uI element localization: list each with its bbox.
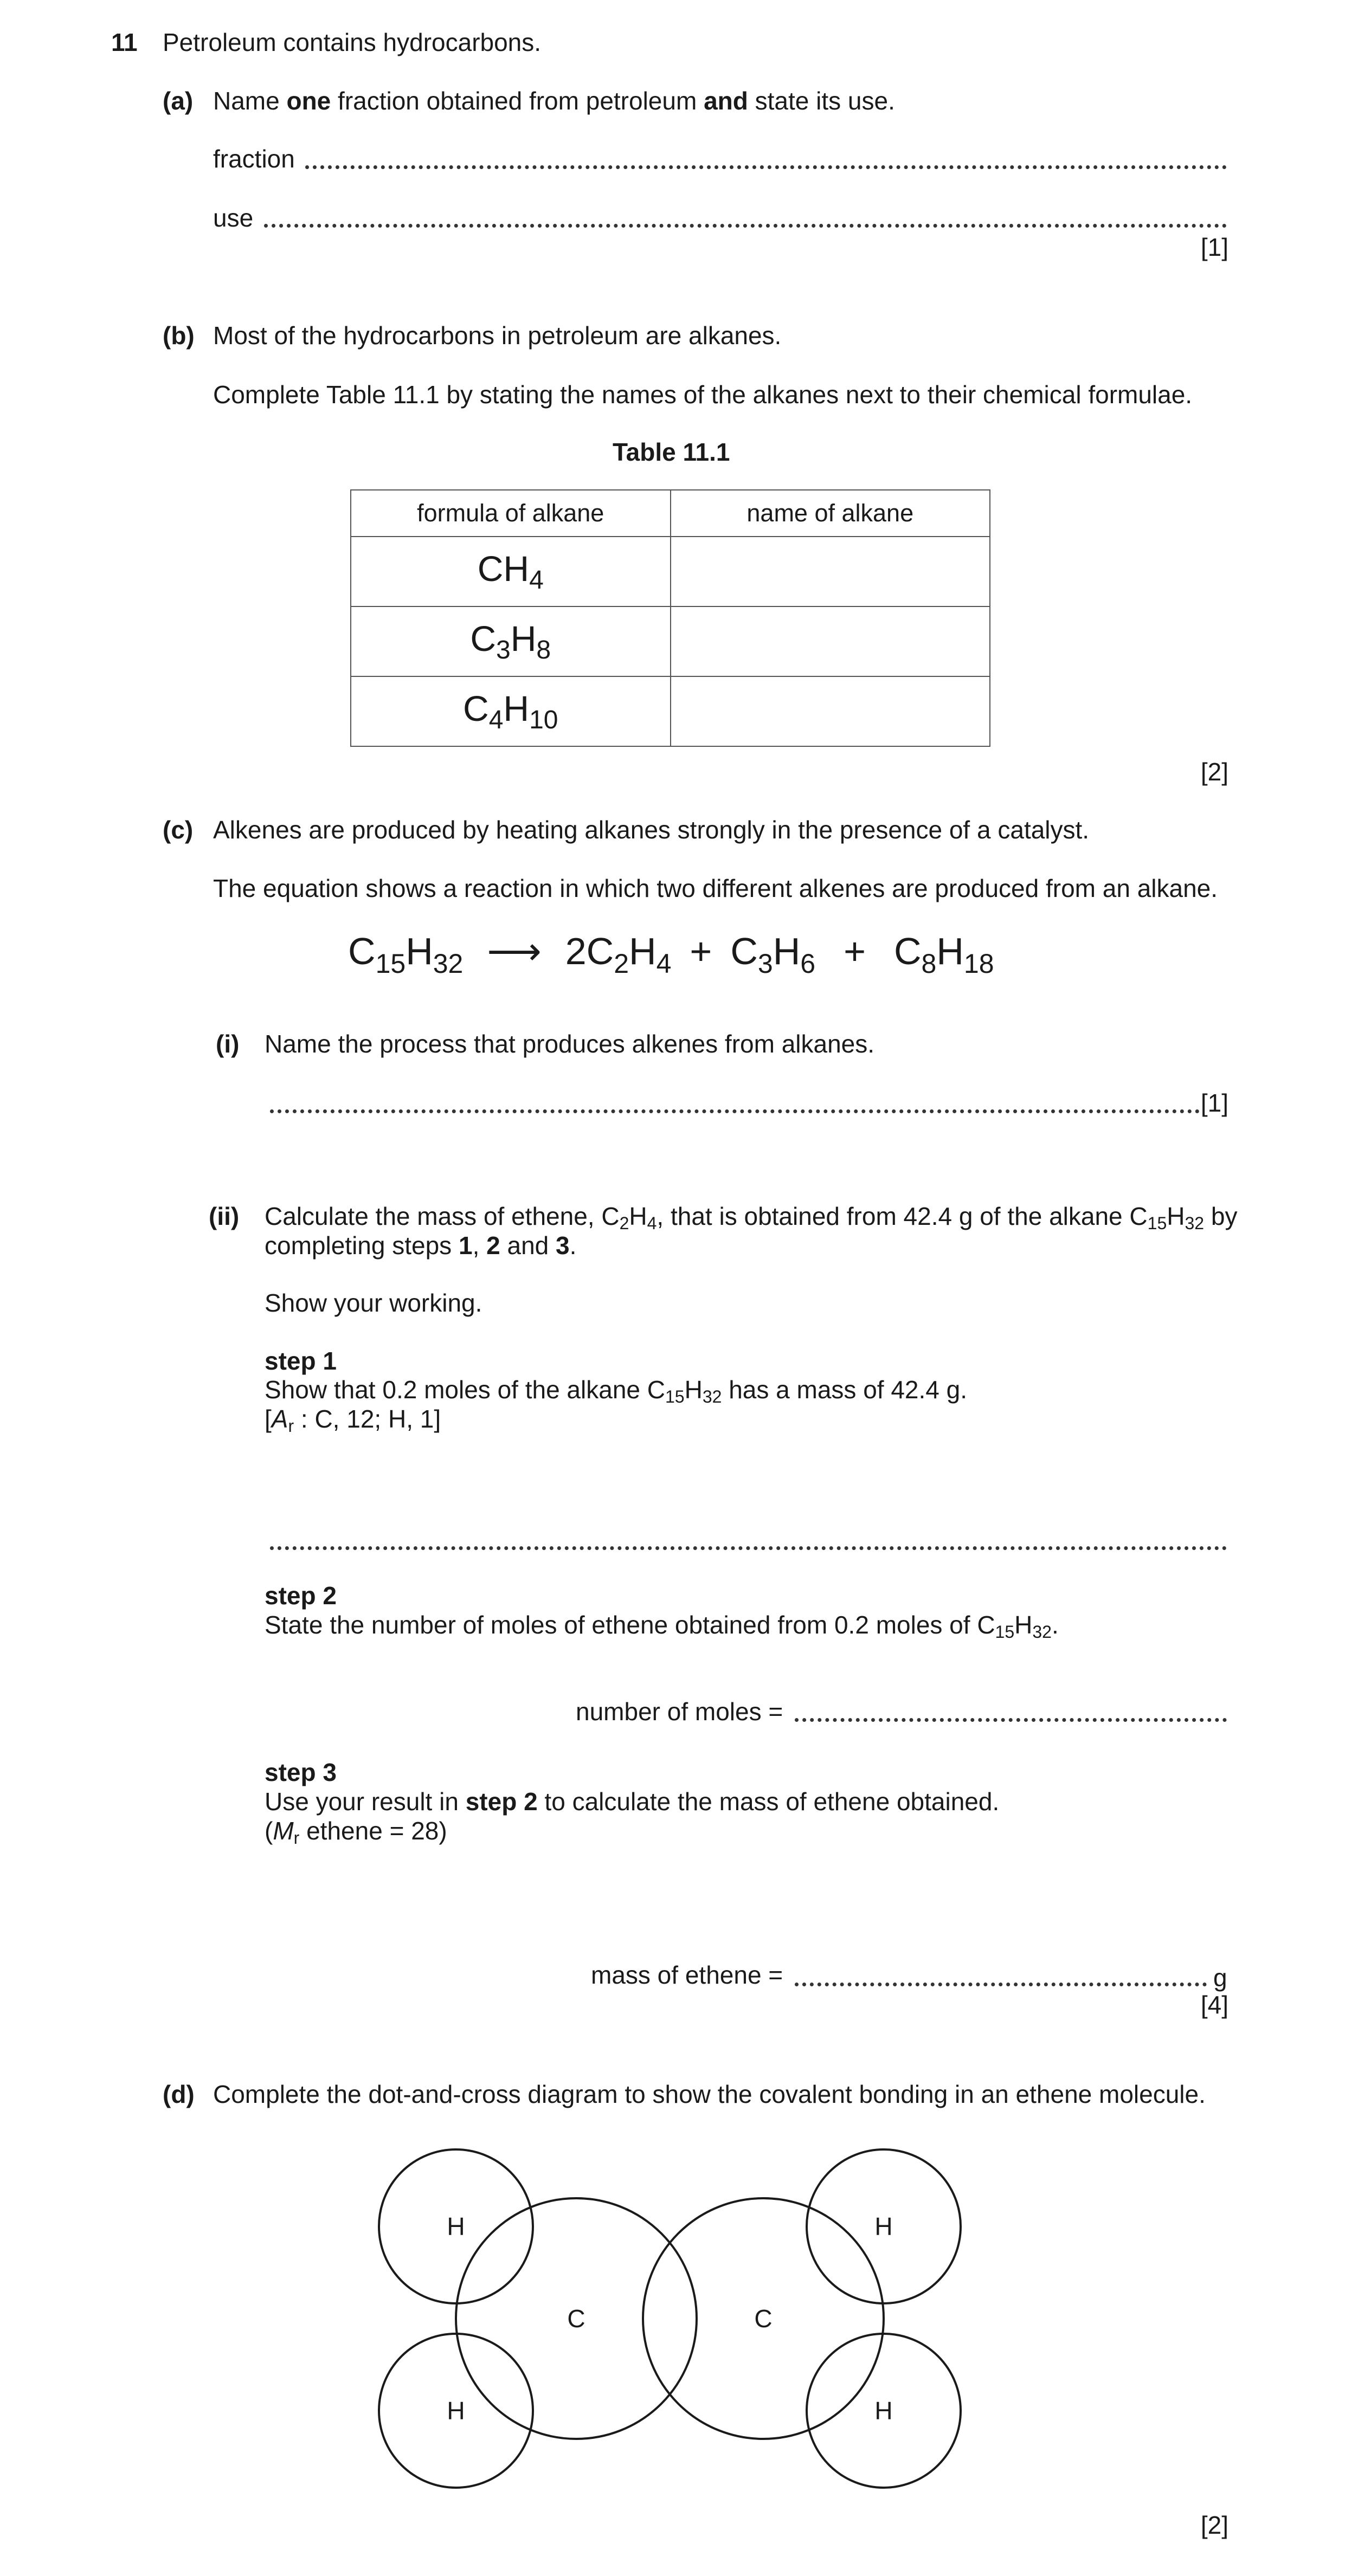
eq-product-2: $C_3H_6$	[730, 930, 816, 979]
part-d-marks: [2]	[1200, 2511, 1228, 2539]
formula-cell: $CH_4$	[351, 537, 671, 606]
step-3-line-1: Use your result in step 2 to calculate the mass of ethene obtained.	[265, 1787, 1000, 1816]
part-d-label: (d)	[163, 2080, 195, 2108]
step-1-title: step 1	[265, 1347, 337, 1375]
atom-label-c: C	[567, 2304, 585, 2333]
moles-answer-label: number of moles =	[576, 1697, 783, 1726]
mass-unit: g	[1213, 1964, 1227, 1992]
step-2-line-1: State the number of moles of ethene obtained from 0.2 moles of $C_{15}H_{32}$.	[265, 1611, 1059, 1642]
part-a-marks: [1]	[1200, 233, 1228, 261]
atom-label-h: H	[874, 2397, 893, 2425]
sub-i-prompt: Name the process that produces alkenes from alkanes.	[265, 1030, 875, 1058]
part-d-prompt: Complete the dot-and-cross diagram to show the covalent bonding in an ethene molecule.	[213, 2080, 1206, 2108]
eq-product-3: $C_8H_{18}$	[893, 930, 994, 979]
atom-label-h: H	[447, 2212, 465, 2241]
atom-label-h: H	[447, 2397, 465, 2425]
formula-cell: $C_4H_{10}$	[351, 676, 671, 746]
table-header-name: name of alkane	[671, 490, 990, 537]
step-1-line-2: [$A_r$ : C, 12; H, 1]	[265, 1405, 441, 1436]
step-2-title: step 2	[265, 1581, 337, 1610]
fraction-label: fraction	[213, 145, 295, 173]
eq-plus: +	[690, 930, 712, 972]
question-stem: Petroleum contains hydrocarbons.	[163, 28, 542, 56]
eq-product-1: $2C_2H_4$	[565, 930, 672, 979]
sub-ii-marks: [4]	[1200, 1991, 1228, 2019]
sub-ii-prompt-line-2: completing steps 1, 2 and 3.	[265, 1231, 577, 1260]
eq-plus: +	[844, 930, 866, 972]
step-1-line-1: Show that 0.2 moles of the alkane $C_{15}H_{32}$ has a mass of 42.4 g.	[265, 1376, 968, 1406]
part-c-line-1: Alkenes are produced by heating alkanes strongly in the presence of a catalyst.	[213, 816, 1090, 844]
part-b-label: (b)	[163, 321, 195, 350]
sub-ii-prompt-line-1: Calculate the mass of ethene, $C_2H_4$, that is obtained from 42.4 g of the alkane $C_{15}H_{32}$ by	[265, 1202, 1238, 1233]
part-b-line-2: Complete Table 11.1 by stating the names of the alkanes next to their chemical formulae.	[213, 380, 1193, 409]
part-c-line-2: The equation shows a reaction in which two different alkenes are produced from an alkane.	[213, 874, 1218, 902]
eq-reactant: $C_{15}H_{32}$	[348, 930, 464, 979]
part-b-marks: [2]	[1200, 758, 1228, 786]
question-number: 11	[111, 28, 138, 56]
sub-i-marks: [1]	[1200, 1089, 1228, 1117]
mass-answer-label: mass of ethene =	[591, 1961, 783, 1989]
part-a-prompt: Name one fraction obtained from petroleum and state its use.	[213, 87, 895, 115]
part-a-label: (a)	[163, 87, 194, 115]
eq-arrow: ⟶	[487, 930, 542, 972]
table-header-formula: formula of alkane	[351, 490, 671, 537]
atom-label-h: H	[874, 2212, 893, 2241]
step-3-line-2: ($M_r$ ethene = 28)	[265, 1817, 447, 1848]
show-working: Show your working.	[265, 1289, 482, 1317]
use-label: use	[213, 204, 254, 232]
table-title: Table 11.1	[613, 438, 730, 466]
part-b-line-1: Most of the hydrocarbons in petroleum are alkanes.	[213, 321, 782, 350]
step-3-title: step 3	[265, 1758, 337, 1786]
sub-i-label: (i)	[216, 1030, 240, 1058]
formula-cell: $C_3H_8$	[351, 606, 671, 676]
atom-label-c: C	[754, 2304, 773, 2333]
part-c-label: (c)	[163, 816, 194, 844]
sub-ii-label: (ii)	[209, 1202, 240, 1230]
